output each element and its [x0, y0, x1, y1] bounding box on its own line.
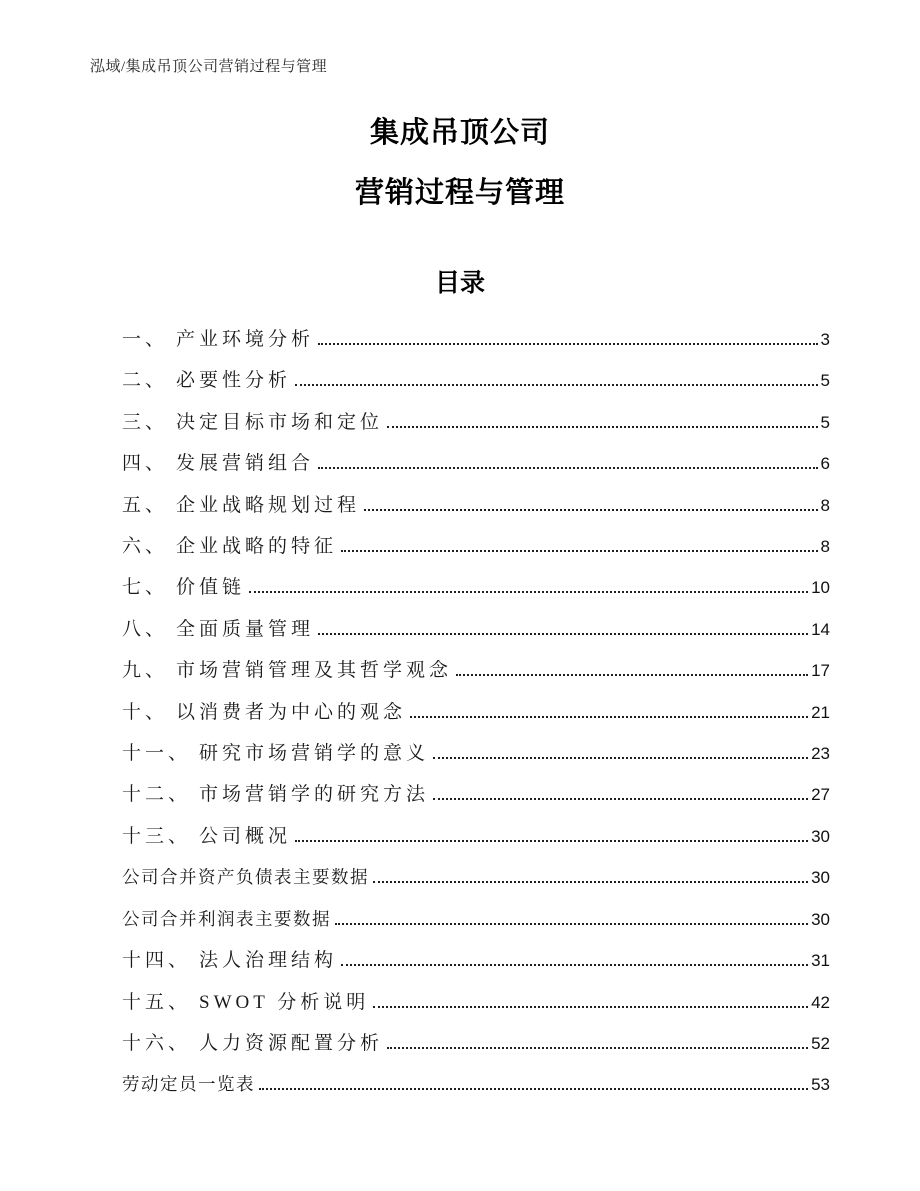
toc-leader-dots	[295, 384, 818, 386]
toc-leader-dots	[387, 1047, 808, 1049]
toc-heading: 目录	[434, 269, 485, 297]
toc-leader-dots	[433, 757, 808, 759]
toc-page-number: 5	[820, 412, 830, 432]
toc-entry[interactable]	[122, 692, 830, 733]
toc-page-number: 3	[820, 330, 830, 349]
toc-page-number: 5	[820, 371, 830, 391]
toc-entry-title: 研究市场营销学的意义	[199, 743, 430, 765]
toc-entry-number: 十二、	[122, 784, 192, 806]
document-title-line2: 营销过程与管理	[354, 177, 565, 209]
toc-page-number: 30	[811, 909, 830, 929]
toc-leader-dots	[318, 633, 808, 635]
toc-entry[interactable]	[122, 1023, 830, 1064]
toc-entry[interactable]	[122, 526, 830, 567]
toc-page-number: 21	[811, 702, 830, 722]
toc-leader-dots	[410, 716, 808, 718]
toc-entry[interactable]	[122, 319, 830, 360]
toc-entry-number: 六、	[122, 536, 169, 558]
toc-entry[interactable]	[122, 360, 830, 401]
toc-leader-dots	[335, 923, 808, 925]
toc-entry-number: 二、	[122, 370, 169, 392]
toc-entry-title: 发展营销组合	[176, 453, 315, 475]
toc-entry[interactable]	[122, 774, 830, 815]
toc-entry-number: 五、	[122, 494, 169, 516]
toc-entry-number: 七、	[122, 577, 169, 599]
toc-page-number: 42	[811, 992, 830, 1012]
toc-page-number: 6	[820, 454, 830, 474]
toc-leader-dots	[373, 881, 808, 883]
toc-entry-number: 八、	[122, 618, 169, 640]
toc-entry-title: 价值链	[176, 577, 246, 599]
toc-page-number: 27	[811, 785, 830, 805]
toc-entry-title: 公司合并利润表主要数据	[122, 908, 331, 929]
toc-entry-number: 九、	[122, 660, 169, 682]
toc-page-number: 23	[811, 744, 830, 764]
toc-entry[interactable]	[122, 443, 830, 484]
toc-entry[interactable]	[122, 733, 830, 774]
toc-leader-dots	[387, 426, 818, 428]
toc-entry[interactable]	[122, 857, 830, 898]
toc-page-number: 8	[820, 537, 830, 557]
toc-leader-dots	[318, 467, 818, 469]
toc-leader-dots	[373, 1006, 808, 1008]
toc-page-number: 31	[811, 951, 830, 971]
toc-page-number: 30	[811, 826, 830, 846]
toc-entry-title: 必要性分析	[176, 370, 292, 392]
toc-entry[interactable]	[122, 402, 830, 443]
toc-leader-dots	[364, 509, 818, 511]
toc-list	[122, 319, 830, 1106]
toc-entry-number: 十三、	[122, 825, 192, 847]
toc-entry[interactable]	[122, 816, 830, 857]
toc-entry-title: 法人治理结构	[199, 950, 338, 972]
toc-entry[interactable]	[122, 567, 830, 608]
toc-entry-title: 决定目标市场和定位	[176, 411, 384, 433]
toc-page-number: 10	[811, 578, 830, 598]
toc-entry-number: 十四、	[122, 950, 192, 972]
toc-entry-title: 企业战略规划过程	[176, 494, 361, 516]
toc-entry[interactable]	[122, 485, 830, 526]
toc-leader-dots	[341, 550, 818, 552]
toc-leader-dots	[341, 964, 808, 966]
toc-entry-number: 十一、	[122, 743, 192, 765]
toc-entry-number: 十五、	[122, 991, 192, 1013]
toc-entry[interactable]	[122, 1064, 830, 1105]
toc-entry[interactable]	[122, 982, 830, 1023]
toc-page-number: 17	[811, 661, 830, 681]
toc-page-number: 14	[811, 619, 830, 639]
toc-page-number: 53	[811, 1075, 830, 1095]
toc-entry-title: 市场营销管理及其哲学观念	[176, 660, 453, 682]
toc-entry-number: 十六、	[122, 1032, 192, 1054]
toc-entry-title: 市场营销学的研究方法	[199, 784, 430, 806]
toc-entry-title: 产业环境分析	[176, 329, 315, 350]
toc-entry[interactable]	[122, 609, 830, 650]
toc-entry-title: 公司概况	[199, 825, 292, 847]
toc-leader-dots	[295, 840, 808, 842]
toc-leader-dots	[259, 1088, 808, 1090]
toc-leader-dots	[456, 674, 808, 676]
toc-entry-number: 十、	[122, 701, 169, 723]
toc-entry-title: 以消费者为中心的观念	[176, 701, 407, 723]
toc-entry-number: 三、	[122, 411, 169, 433]
toc-entry-title: 公司合并资产负债表主要数据	[122, 867, 369, 888]
toc-entry-title: 全面质量管理	[176, 618, 315, 640]
toc-entry-title: 企业战略的特征	[176, 536, 338, 558]
toc-entry-number: 四、	[122, 453, 169, 475]
toc-leader-dots	[318, 343, 818, 345]
toc-entry-number: 一、	[122, 329, 169, 350]
toc-entry-title: SWOT 分析说明	[199, 991, 370, 1013]
toc-entry[interactable]	[122, 899, 830, 940]
toc-entry-title: 人力资源配置分析	[199, 1032, 384, 1054]
toc-page-number: 8	[820, 495, 830, 515]
toc-leader-dots	[433, 798, 808, 800]
toc-page-number: 52	[811, 1033, 830, 1053]
document-title-line1: 集成吊顶公司	[369, 117, 550, 149]
page-header-text: 泓域/集成吊顶公司营销过程与管理	[90, 59, 328, 75]
toc-page-number: 30	[811, 868, 830, 888]
toc-leader-dots	[249, 591, 808, 593]
toc-entry[interactable]	[122, 650, 830, 691]
toc-entry-title: 劳动定员一览表	[122, 1074, 255, 1095]
toc-entry[interactable]	[122, 940, 830, 981]
